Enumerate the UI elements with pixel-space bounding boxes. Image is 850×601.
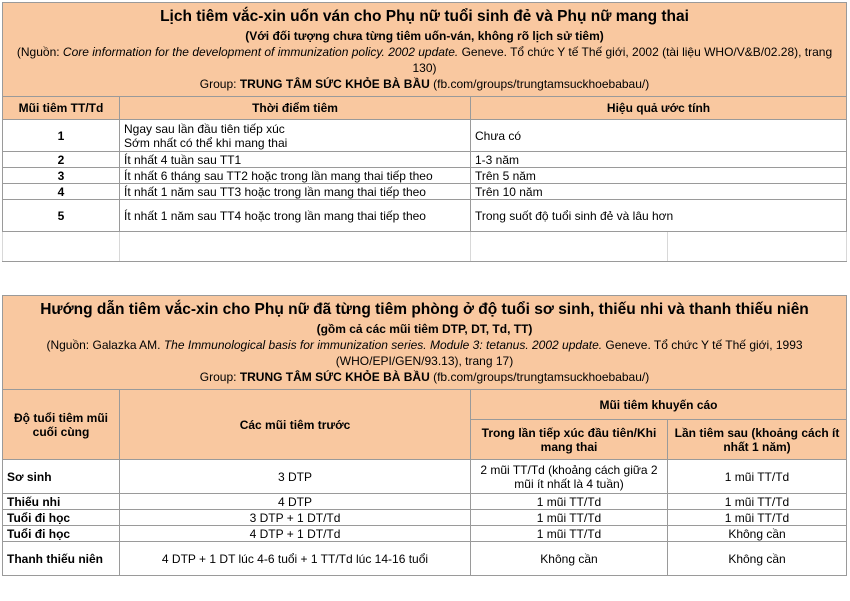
col-header-previous: Các mũi tiêm trước: [120, 390, 471, 460]
table-row: [3, 168, 847, 184]
spacer-row: [3, 232, 847, 262]
dose-effect: 1-3 năm: [471, 152, 847, 168]
dose-number: 3: [3, 168, 120, 184]
dose-effect: Trên 10 năm: [471, 184, 847, 200]
tetanus-schedule-table: [2, 2, 847, 262]
table1-group: Group: TRUNG TÂM SỨC KHỎE BÀ BẦU (fb.com/groups/trungtamsuckhoebabau/): [199, 77, 650, 91]
table2-header: [3, 296, 847, 390]
previous-doses: 3 DTP + 1 DT/Td: [120, 510, 471, 526]
table-row: [3, 152, 847, 168]
table2-title: Hướng dẫn tiêm vắc-xin cho Phụ nữ đã từng tiêm phòng ở độ tuổi sơ sinh, thiếu nhi và thanh thiếu niên: [40, 301, 809, 318]
dose-number: 5: [3, 200, 120, 232]
dose-time: Ít nhất 4 tuần sau TT1: [120, 152, 471, 168]
col-header-age: Độ tuổi tiêm mũi cuối cùng: [3, 390, 120, 460]
first-contact-dose: 1 mũi TT/Td: [471, 494, 668, 510]
age-group: Tuổi đi học: [3, 526, 120, 542]
previous-doses: 4 DTP + 1 DT/Td: [120, 526, 471, 542]
dose-time: Ít nhất 1 năm sau TT4 hoặc trong lần mang thai tiếp theo: [120, 200, 471, 232]
later-dose: Không cần: [668, 526, 847, 542]
table-row: [3, 542, 847, 576]
first-contact-dose: Không cần: [471, 542, 668, 576]
later-dose: 1 mũi TT/Td: [668, 494, 847, 510]
dose-time: Ít nhất 1 năm sau TT3 hoặc trong lần mang thai tiếp theo: [120, 184, 471, 200]
col-header-first-contact: Trong lần tiếp xúc đầu tiên/Khi mang thai: [471, 420, 668, 460]
table-row: [3, 200, 847, 232]
dose-effect: Chưa có: [471, 120, 847, 152]
table1-header: [3, 3, 847, 97]
col-header-recommended: Mũi tiêm khuyến cáo: [471, 390, 847, 420]
dose-time: Ngay sau lần đầu tiên tiếp xúc Sớm nhất có thể khi mang thai: [120, 120, 471, 152]
dose-number: 4: [3, 184, 120, 200]
table-row: [3, 460, 847, 494]
dose-number: 1: [3, 120, 120, 152]
first-contact-dose: 2 mũi TT/Td (khoảng cách giữa 2 mũi ít nhất là 4 tuần): [471, 460, 668, 494]
table-row: [3, 184, 847, 200]
first-contact-dose: 1 mũi TT/Td: [471, 510, 668, 526]
previous-doses: 4 DTP: [120, 494, 471, 510]
table-row: [3, 526, 847, 542]
age-group: Tuổi đi học: [3, 510, 120, 526]
age-group: Thanh thiếu niên: [3, 542, 120, 576]
table2-subtitle: (gồm cả các mũi tiêm DTP, DT, Td, TT): [316, 322, 533, 336]
later-dose: Không cần: [668, 542, 847, 576]
table-row: [3, 494, 847, 510]
later-dose: 1 mũi TT/Td: [668, 460, 847, 494]
dose-number: 2: [3, 152, 120, 168]
age-group: Sơ sinh: [3, 460, 120, 494]
prior-vaccination-table: [2, 295, 847, 576]
first-contact-dose: 1 mũi TT/Td: [471, 526, 668, 542]
table1-source: (Nguồn: Core information for the development of immunization policy. 2002 update. Geneve. Tổ chức Y tế Thế giới, 2002 (tài liệu WHO/V&B/02.28), trang 130): [16, 45, 833, 75]
table-row: [3, 510, 847, 526]
table2-source: (Nguồn: Galazka AM. The Immunological basis for immunization series. Module 3: tetanus. 2002 update. Geneve. Tổ chức Y tế Thế giới, 1993 (WHO/EPI/GEN/93.13), trang 17): [46, 338, 803, 368]
col-header-dose: Mũi tiêm TT/Td: [3, 97, 120, 120]
later-dose: 1 mũi TT/Td: [668, 510, 847, 526]
dose-time: Ít nhất 6 tháng sau TT2 hoặc trong lần mang thai tiếp theo: [120, 168, 471, 184]
table2-group: Group: TRUNG TÂM SỨC KHỎE BÀ BẦU (fb.com/groups/trungtamsuckhoebabau/): [199, 370, 650, 384]
previous-doses: 4 DTP + 1 DT lúc 4-6 tuổi + 1 TT/Td lúc 14-16 tuổi: [120, 542, 471, 576]
col-header-time: Thời điểm tiêm: [120, 97, 471, 120]
table1-subtitle: (Với đối tượng chưa từng tiêm uốn-ván, không rõ lịch sử tiêm): [245, 29, 604, 43]
age-group: Thiếu nhi: [3, 494, 120, 510]
table1-title: Lịch tiêm vắc-xin uốn ván cho Phụ nữ tuổi sinh đẻ và Phụ nữ mang thai: [160, 8, 689, 25]
dose-effect: Trên 5 năm: [471, 168, 847, 184]
col-header-later: Lần tiêm sau (khoảng cách ít nhất 1 năm): [668, 420, 847, 460]
col-header-effect: Hiệu quả ước tính: [471, 97, 847, 120]
dose-effect: Trong suốt độ tuổi sinh đẻ và lâu hơn: [471, 200, 847, 232]
table-row: [3, 120, 847, 152]
previous-doses: 3 DTP: [120, 460, 471, 494]
